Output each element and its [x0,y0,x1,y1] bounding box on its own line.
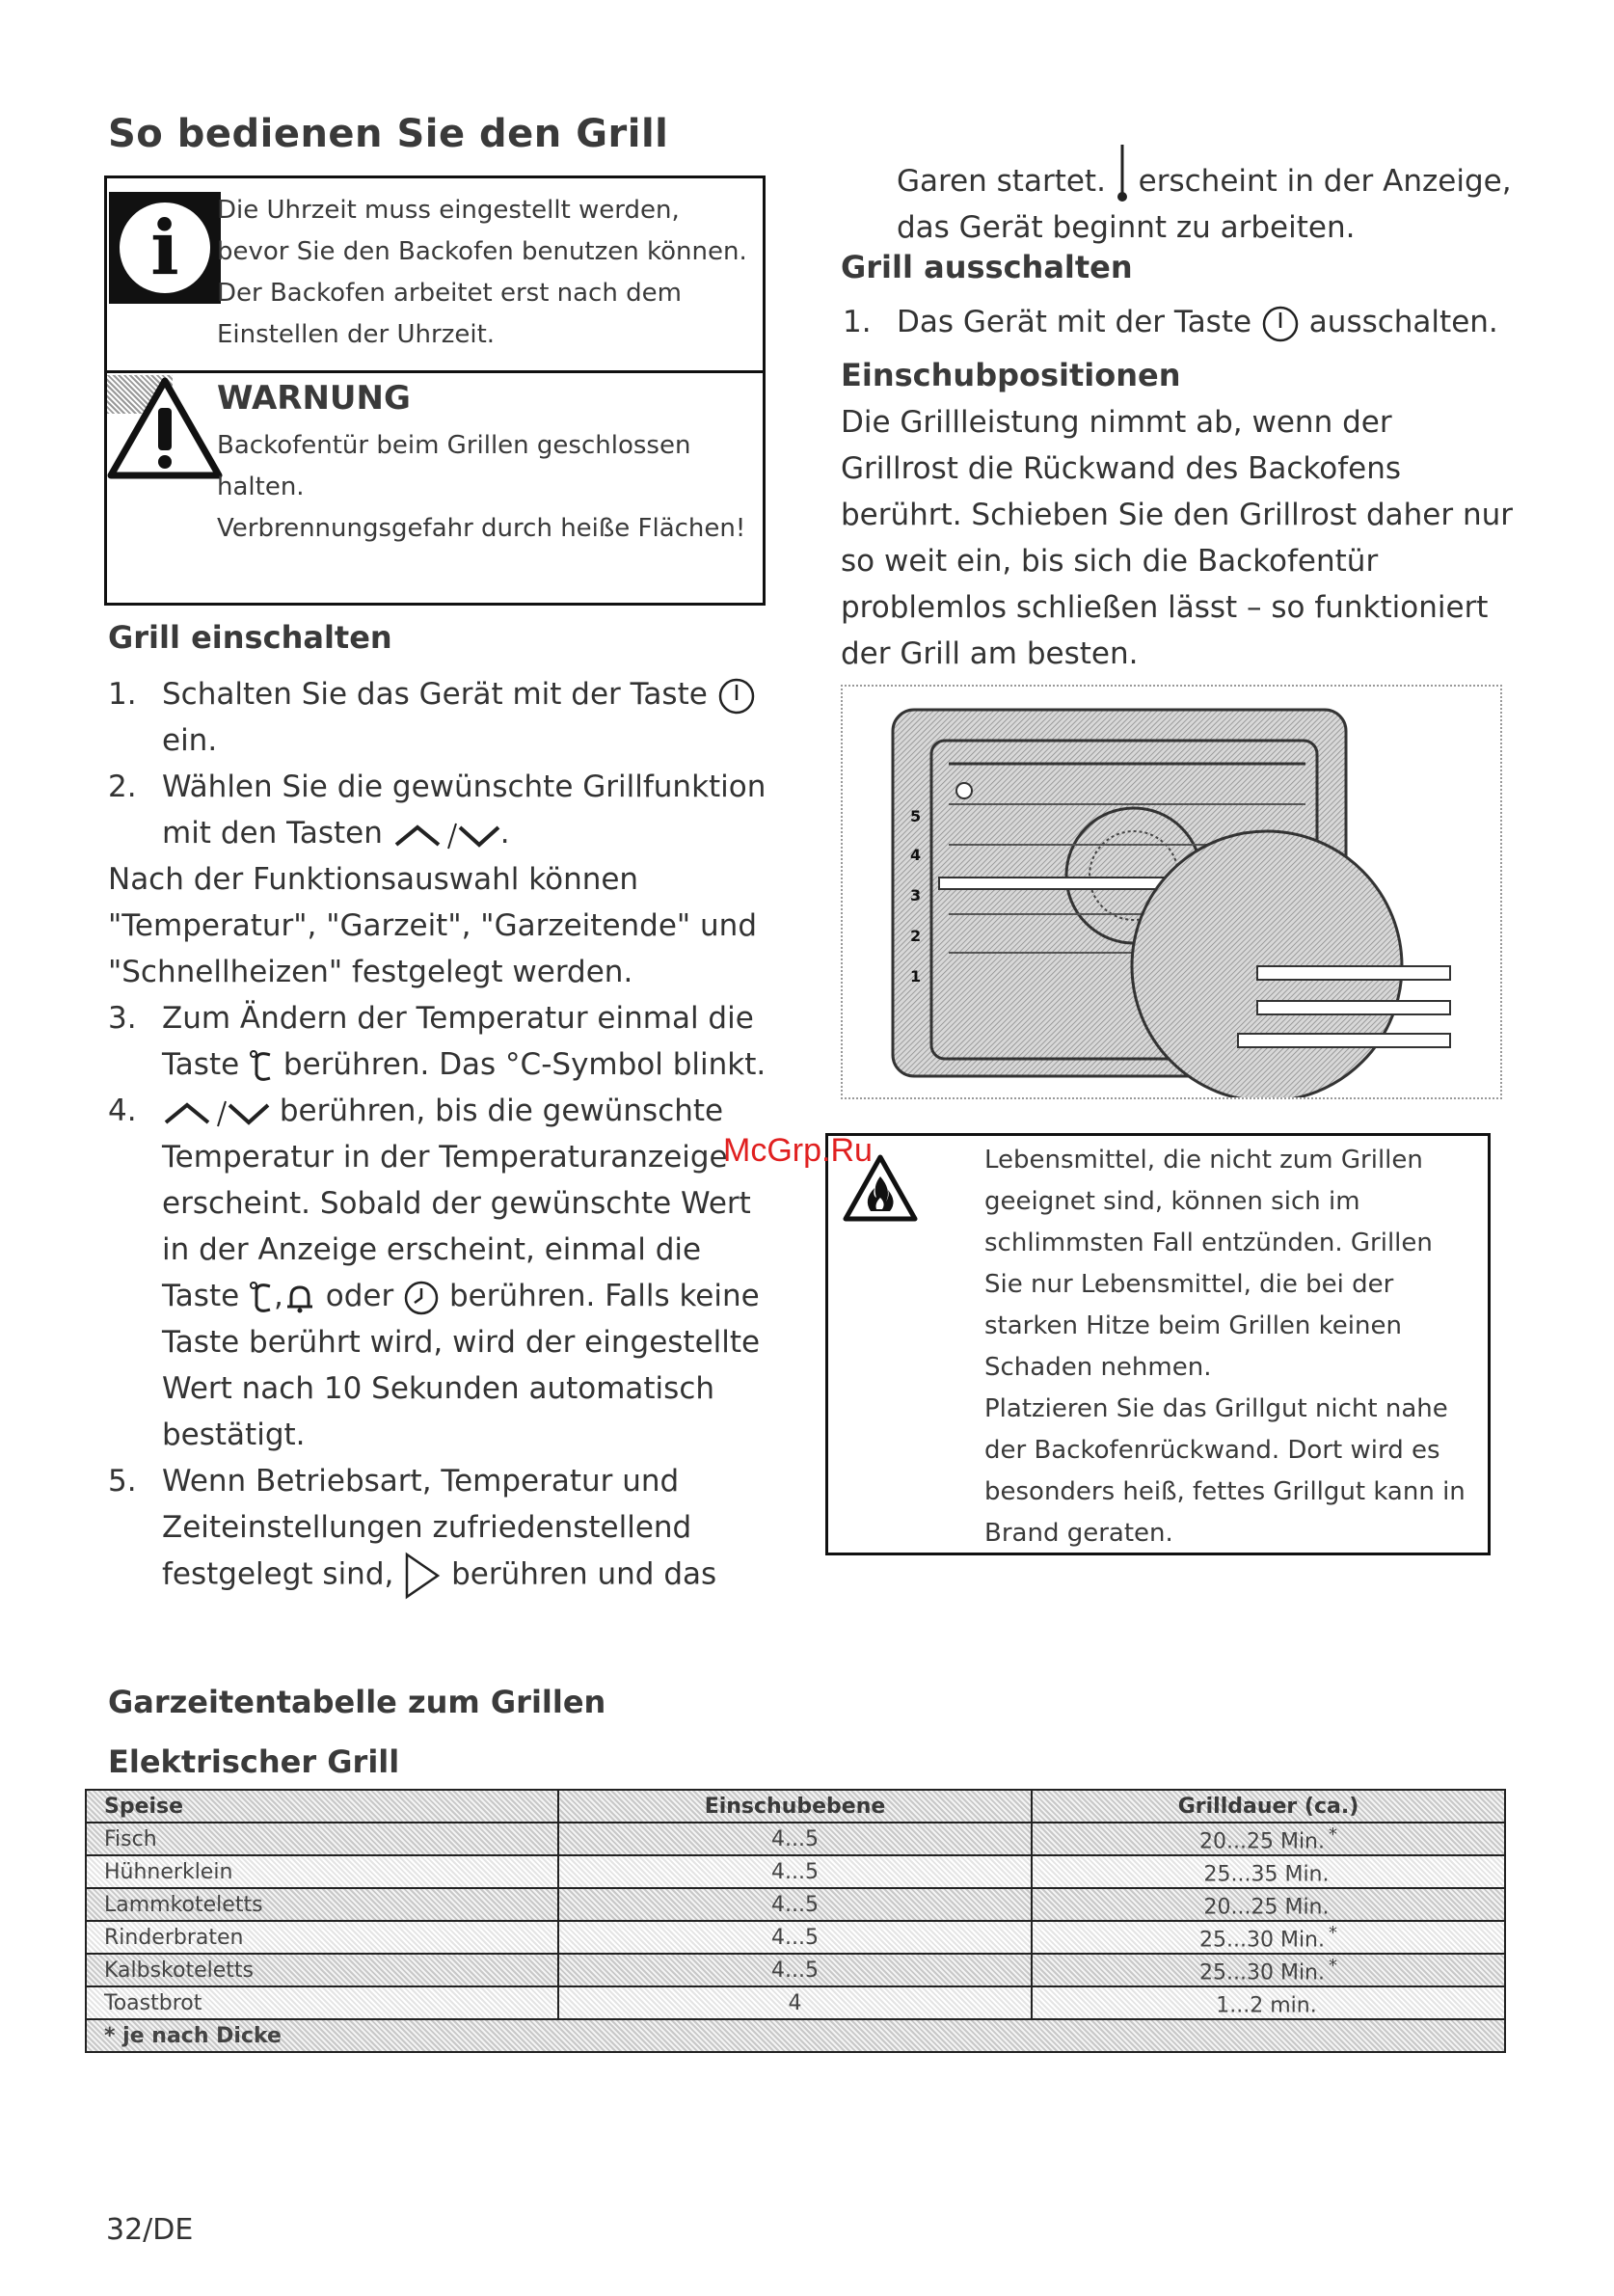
info-icon: i [109,192,221,304]
warning-title: WARNUNG [217,379,411,418]
shelf-level-label: 2 [910,927,922,945]
shelf-level-label: 4 [910,846,922,864]
function-selection-text: Nach der Funktionsauswahl können "Temperatur", "Garzeit", "Garzeitende" und "Schnellheizen" festgelegt werden. [108,862,757,989]
table-row: Lammkoteletts 4...5 20...25 Min. [86,1888,1505,1921]
warning-text: Backofentür beim Grillen geschlossen halten. Verbrennungsgefahr durch heiße Flächen! [217,431,746,543]
table-row: Hühnerklein 4...5 25...35 Min. [86,1855,1505,1888]
column-header: Einschubebene [558,1790,1032,1823]
column-header: Speise [86,1790,558,1823]
shelf-level-label: 5 [910,807,922,825]
table-header-row [86,1790,1505,1823]
info-text: Die Uhrzeit muss eingestellt werden, bevor Sie den Backofen benutzen können. Der Backofen arbeitet erst nach dem Einstellen der Uhrzeit. [217,196,747,349]
temperature-icon [249,1049,274,1084]
power-icon [717,677,756,716]
table-footnote-row [86,2019,1505,2052]
page-title: So bedienen Sie den Grill [108,112,669,156]
table-row: Rinderbraten 4...5 25...30 Min. * [86,1921,1505,1954]
thermometer-icon [1116,143,1129,204]
bell-icon [283,1282,316,1314]
up-down-arrows-icon [392,820,500,851]
fire-warning-text: Lebensmittel, die nicht zum Grillen geeignet sind, können sich im schlimmsten Fall entzünden. Grillen Sie nur Lebensmittel, die bei der starken Hitze beim Grillen keinen Schaden nehmen. Platzieren Sie das Grillgut nicht nahe der Backofenrückwand. Dort wird es besonders heiß, fettes Grillgut kann in Brand geraten. [984,1146,1466,1548]
column-header: Grilldauer (ca.) [1032,1790,1505,1823]
shelf-level-label: 1 [910,967,922,986]
play-icon [403,1551,442,1601]
table-footnote: * je nach Dicke [86,2019,1505,2052]
table-row: Toastbrot 4 1...2 min. [86,1986,1505,2019]
oven-illustration [841,685,1502,1099]
grill-on-heading: Grill einschalten [108,619,392,656]
table-heading: Garzeitentabelle zum Grillen [108,1684,606,1720]
oven-drawing [843,687,1500,1097]
grill-off-heading: Grill ausschalten [841,249,1133,285]
divider [107,370,763,373]
power-icon [1261,305,1300,343]
table-subheading: Elektrischer Grill [108,1743,400,1780]
fire-warning-box [825,1133,1491,1555]
page-number: 32/DE [106,2213,194,2247]
clock-icon [403,1280,440,1316]
up-down-arrows-icon [162,1097,270,1128]
notice-box [104,176,766,606]
warning-icon [107,375,223,481]
watermark: McGrp.Ru [723,1132,873,1169]
table-row: Kalbskoteletts 4...5 25...30 Min. * [86,1954,1505,1986]
continuation-text: Garen startet. erscheint in der Anzeige, das Gerät beginnt zu arbeiten. [897,143,1514,251]
shelf-level-label: 3 [910,886,922,905]
positions-text: Die Grillleistung nimmt ab, wenn der Grillrost die Rückwand des Backofens berührt. Schieben Sie den Grillrost daher nur so weit ein, bis sich die Backofentür problemlos schließen lässt – so funktioniert der Grill am besten. [841,405,1514,671]
table-row: Fisch 4...5 20...25 Min. * [86,1823,1505,1855]
positions-heading: Einschubpositionen [841,357,1181,393]
grill-time-table [85,1789,1506,2053]
temperature-icon [249,1281,274,1315]
